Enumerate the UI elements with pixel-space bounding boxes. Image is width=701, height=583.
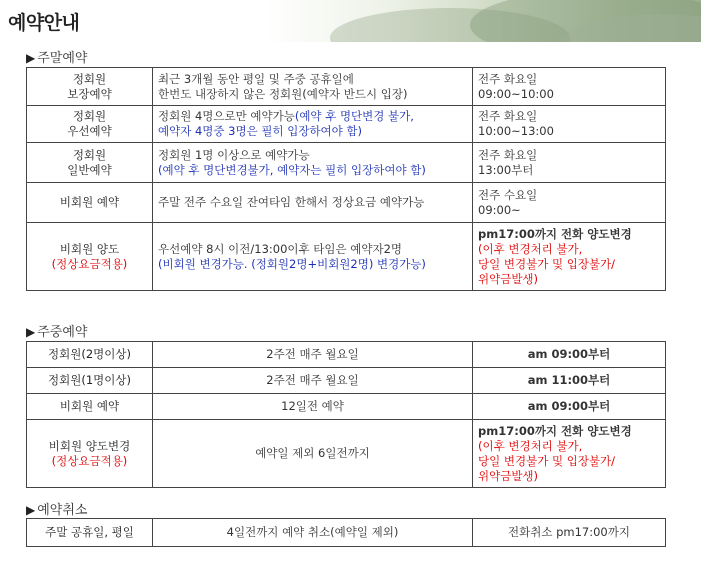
time-line: 전주 수요일 xyxy=(478,187,538,202)
row-time xyxy=(473,143,666,183)
triangle-bullet-icon: ▶ xyxy=(26,325,36,339)
row-time: am 09:00부터 xyxy=(473,342,666,368)
name-line: 일반예약 xyxy=(67,162,112,177)
desc-line: 우선예약 8시 이전/13:00이후 타임은 예약자2명 xyxy=(158,241,403,256)
name-line: 보장예약 xyxy=(67,86,112,101)
row-time: am 11:00부터 xyxy=(473,368,666,394)
weekend-heading-label: 주말예약 xyxy=(37,51,88,66)
cancel-heading-label: 예약취소 xyxy=(37,503,88,518)
row-name: 정회원(2명이상) xyxy=(27,342,153,368)
weekday-section-heading xyxy=(26,321,87,340)
header-banner xyxy=(0,0,701,42)
name-line: 비회원 양도 xyxy=(59,241,120,256)
row-desc xyxy=(153,143,473,183)
row-desc: 2주전 매주 월요일 xyxy=(153,368,473,394)
table-row xyxy=(27,183,666,223)
triangle-bullet-icon: ▶ xyxy=(26,51,36,65)
row-name xyxy=(27,143,153,183)
row-name xyxy=(27,223,153,291)
desc-line: 최근 3개월 동안 평일 및 주중 공휴일에 xyxy=(158,71,354,86)
time-line: 13:00부터 xyxy=(478,162,534,177)
table-row xyxy=(27,420,666,488)
time-line: 전주 화요일 xyxy=(478,109,538,123)
row-time xyxy=(473,68,666,106)
row-desc: 2주전 매주 월요일 xyxy=(153,342,473,368)
cancel-section-heading xyxy=(26,499,87,518)
time-line: 전주 화요일 xyxy=(478,71,538,86)
row-time xyxy=(473,106,666,143)
row-desc: 예약일 제외 6일전까지 xyxy=(153,420,473,488)
row-desc xyxy=(153,223,473,291)
desc-note: (예약 후 명단변경불가, 예약자는 필히 입장하여야 함) xyxy=(158,162,426,177)
name-line: 정회원 xyxy=(72,71,107,86)
warning-line: 당일 변경불가 및 입장불가/ xyxy=(478,453,616,468)
time-line: 10:00~13:00 xyxy=(478,124,554,138)
fee-note: (정상요금적용) xyxy=(51,453,128,468)
row-desc: 4일전까지 예약 취소(예약일 제외) xyxy=(153,519,473,547)
table-row xyxy=(27,394,666,420)
table-row xyxy=(27,106,666,143)
desc-note: (예약 후 명단변경 불가, xyxy=(294,109,414,123)
desc-line: 한번도 내장하지 않은 정회원(예약자 반드시 입장) xyxy=(158,86,408,101)
row-desc xyxy=(153,106,473,143)
page-title: 예약안내 xyxy=(8,12,80,34)
desc-note: 예약자 4명중 3명은 필히 입장하여야 함) xyxy=(158,124,363,138)
fee-note: (정상요금적용) xyxy=(51,256,128,271)
time-line: 09:00~ xyxy=(478,202,521,217)
row-desc: 12일전 예약 xyxy=(153,394,473,420)
row-name: 정회원(1명이상) xyxy=(27,368,153,394)
warning-line: 당일 변경불가 및 입장불가/ xyxy=(478,256,616,271)
desc-line: 정회원 1명 이상으로 예약가능 xyxy=(158,147,310,162)
name-line: 비회원 양도변경 xyxy=(48,438,131,453)
row-name xyxy=(27,68,153,106)
row-time: am 09:00부터 xyxy=(473,394,666,420)
desc-note: (비회원 변경가능. (정회원2명+비회원2명) 변경가능) xyxy=(158,256,426,271)
name-line: 정회원 xyxy=(72,109,107,123)
row-name xyxy=(27,420,153,488)
row-time xyxy=(473,420,666,488)
row-time xyxy=(473,183,666,223)
row-time xyxy=(473,223,666,291)
table-row xyxy=(27,143,666,183)
warning-line: (이후 변경처리 불가, xyxy=(478,438,583,453)
warning-line: (이후 변경처리 불가, xyxy=(478,241,583,256)
warning-line: 위약금발생) xyxy=(478,468,539,483)
table-row xyxy=(27,519,666,547)
cancel-table xyxy=(26,518,666,547)
table-row xyxy=(27,342,666,368)
row-name xyxy=(27,106,153,143)
row-desc xyxy=(153,68,473,106)
table-row xyxy=(27,223,666,291)
name-line: 우선예약 xyxy=(67,124,112,138)
time-line: 전주 화요일 xyxy=(478,147,538,162)
weekend-section-heading xyxy=(26,47,87,66)
time-line: pm17:00까지 전화 양도변경 xyxy=(478,423,632,438)
desc-text: 정회원 4명으로만 예약가능 xyxy=(158,109,295,123)
name-line: 정회원 xyxy=(72,147,107,162)
triangle-bullet-icon: ▶ xyxy=(26,503,36,517)
weekday-heading-label: 주중예약 xyxy=(37,325,88,340)
weekday-table xyxy=(26,341,666,488)
time-line: pm17:00까지 전화 양도변경 xyxy=(478,226,632,241)
warning-line: 위약금발생) xyxy=(478,271,539,286)
row-name: 주말 공휴일, 평일 xyxy=(27,519,153,547)
table-row xyxy=(27,68,666,106)
row-name: 비회원 예약 xyxy=(27,183,153,223)
table-row xyxy=(27,368,666,394)
row-time: 전화취소 pm17:00까지 xyxy=(473,519,666,547)
weekend-table xyxy=(26,67,666,291)
row-name: 비회원 예약 xyxy=(27,394,153,420)
time-line: 09:00~10:00 xyxy=(478,86,554,101)
row-desc: 주말 전주 수요일 잔여타임 한해서 정상요금 예약가능 xyxy=(153,183,473,223)
